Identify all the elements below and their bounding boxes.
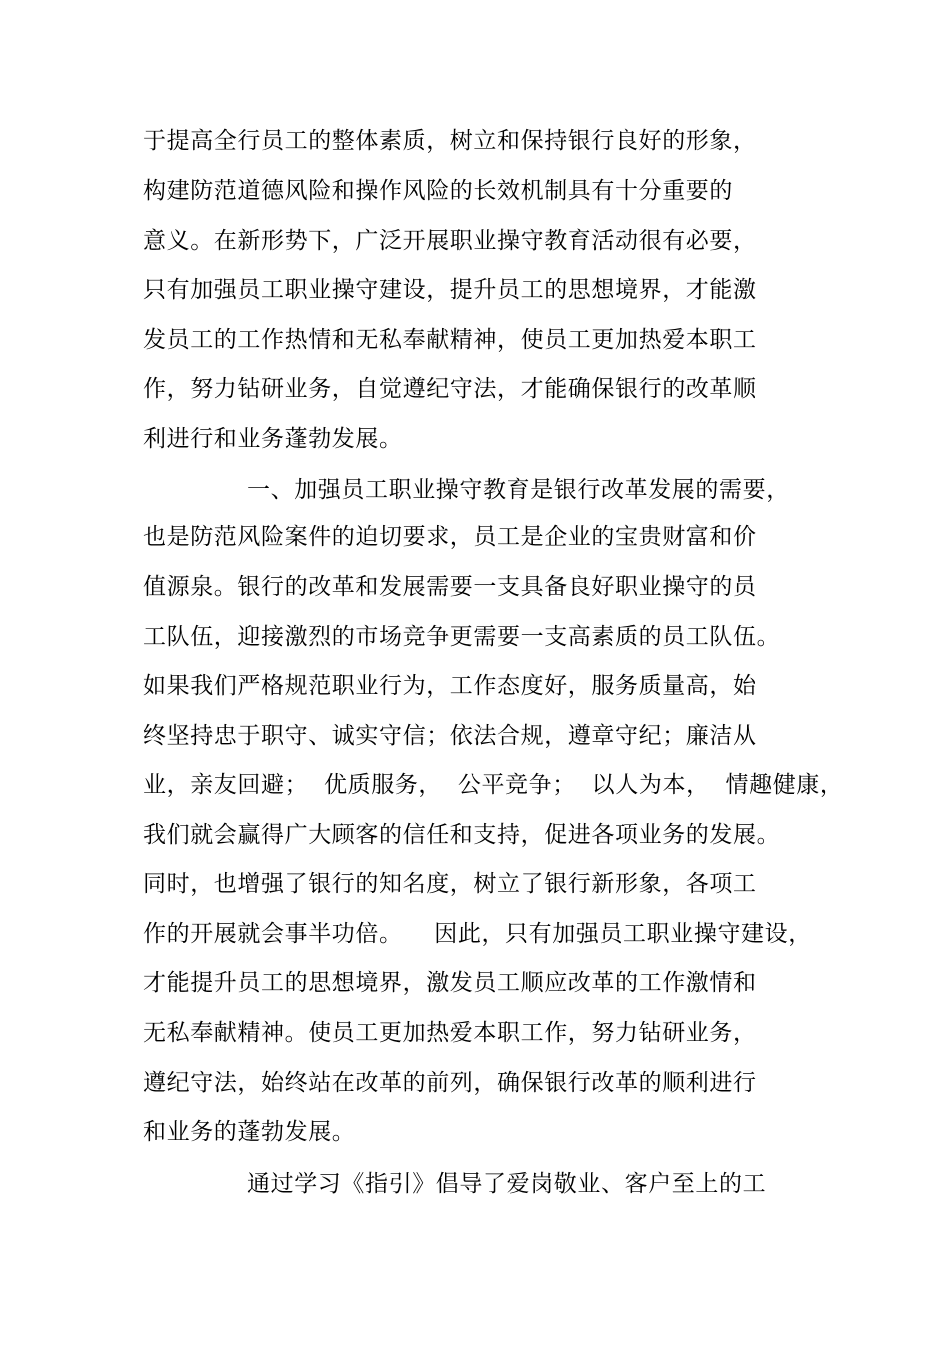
text-line: 于提高全行员工的整体素质，树立和保持银行良好的形象， bbox=[143, 128, 757, 154]
section-heading: 一、加强员工职业操守教育是银行改革发展的需要， bbox=[247, 477, 790, 503]
text-line: 终坚持忠于职守、诚实守信；依法合规，遵章守纪；廉洁从 bbox=[143, 723, 757, 749]
text-line: 利进行和业务蓬勃发展。 bbox=[143, 426, 403, 452]
text-line: 如果我们严格规范职业行为，工作态度好，服务质量高，始 bbox=[143, 673, 757, 699]
text-line: 和业务的蓬勃发展。 bbox=[143, 1119, 356, 1145]
text-line: 作的开展就会事半功倍。 因此，只有加强员工职业操守建设， bbox=[143, 921, 812, 947]
text-line: 构建防范道德风险和操作风险的长效机制具有十分重要的 bbox=[143, 178, 733, 204]
paragraph-start-line: 通过学习《指引》倡导了爱岗敬业、客户至上的工 bbox=[247, 1171, 767, 1197]
text-line: 值源泉。银行的改革和发展需要一支具备良好职业操守的员 bbox=[143, 574, 757, 600]
text-line: 作，努力钻研业务，自觉遵纪守法，才能确保银行的改革顺 bbox=[143, 376, 757, 402]
text-line: 也是防范风险案件的迫切要求，员工是企业的宝贵财富和价 bbox=[143, 524, 757, 550]
text-line: 只有加强员工职业操守建设，提升员工的思想境界，才能激 bbox=[143, 277, 757, 303]
text-line: 同时，也增强了银行的知名度，树立了银行新形象，各项工 bbox=[143, 871, 757, 897]
text-line: 无私奉献精神。使员工更加热爱本职工作，努力钻研业务， bbox=[143, 1020, 757, 1046]
text-line: 才能提升员工的思想境界，激发员工顺应改革的工作激情和 bbox=[143, 970, 757, 996]
text-line: 遵纪守法，始终站在改革的前列，确保银行改革的顺利进行 bbox=[143, 1070, 757, 1096]
text-line: 意义。在新形势下，广泛开展职业操守教育活动很有必要， bbox=[143, 228, 757, 254]
text-line: 我们就会赢得广大顾客的信任和支持，促进各项业务的发展。 bbox=[143, 822, 781, 848]
text-line: 工队伍，迎接激烈的市场竞争更需要一支高素质的员工队伍。 bbox=[143, 624, 781, 650]
text-line: 发员工的工作热情和无私奉献精神，使员工更加热爱本职工 bbox=[143, 327, 757, 353]
text-line: 业，亲友回避； 优质服务， 公平竞争； 以人为本， 情趣健康， bbox=[143, 772, 844, 798]
